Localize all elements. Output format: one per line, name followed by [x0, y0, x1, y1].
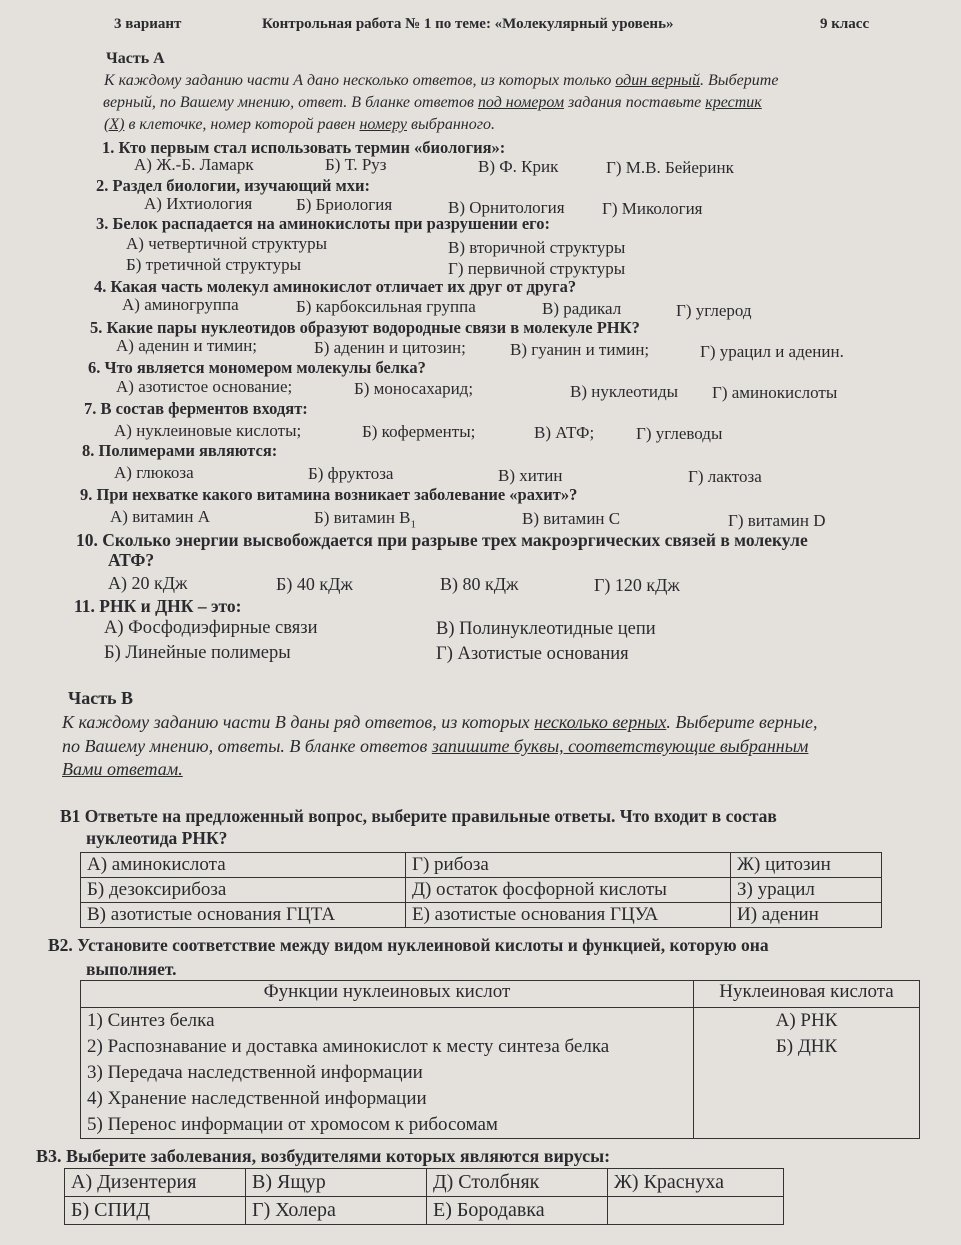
part-a-instruction-line-2: верный, по Вашему мнению, ответ. В бланке ответов под номером задания поставьте крестик	[103, 94, 762, 111]
answer-1b: Б) Т. Руз	[325, 155, 387, 174]
answer-7d: Г) углеводы	[636, 424, 723, 443]
part-b-instruction-line-1: К каждому заданию части В даны ряд ответов, из которых несколько верных. Выберите верные,	[62, 712, 818, 732]
b3-option-zh: Ж) Краснуха	[608, 1169, 784, 1197]
question-3: 3. Белок распадается на аминокислоты при разрушении его:	[96, 214, 550, 233]
b1-option-v: В) азотистые основания ГЦТА	[81, 903, 406, 928]
question-4: 4. Какая часть молекул аминокислот отличает их друг от друга?	[94, 277, 577, 296]
answer-3a: А) четвертичной структуры	[126, 234, 328, 253]
answer-8c: В) хитин	[498, 466, 563, 485]
part-b-instruction-line-2: по Вашему мнению, ответы. В бланке ответов запишите буквы, соответствующие выбранным	[62, 736, 809, 756]
answer-5b: Б) аденин и цитозин;	[314, 338, 466, 357]
b2-question-line-2: выполняет.	[86, 959, 177, 979]
answer-10c: В) 80 кДж	[440, 574, 519, 594]
answer-11d: Г) Азотистые основания	[436, 644, 629, 664]
answer-5d: Г) урацил и аденин.	[700, 342, 844, 361]
b1-option-e: Е) азотистые основания ГЦУА	[406, 903, 731, 928]
b3-option-v: В) Ящур	[246, 1169, 427, 1197]
answer-8b: Б) фруктоза	[308, 464, 394, 483]
b3-option-e: Е) Бородавка	[427, 1197, 608, 1225]
b1-option-z: З) урацил	[731, 878, 882, 903]
part-b-instruction-line-3: Вами ответам.	[62, 759, 183, 779]
b2-function-4: 4) Хранение наследственной информации	[87, 1088, 427, 1109]
b2-functions-list	[81, 1008, 694, 1139]
question-10-line-2: АТФ?	[108, 550, 155, 570]
b2-matching-table	[80, 980, 920, 1139]
answer-4a: А) аминогруппа	[122, 295, 239, 314]
answer-2b: Б) Бриология	[296, 195, 393, 214]
answer-4d: Г) углерод	[676, 301, 752, 320]
question-9: 9. При нехватке какого витамина возникает заболевание «рахит»?	[80, 485, 578, 504]
answer-2d: Г) Микология	[602, 199, 703, 218]
b3-option-g: Г) Холера	[246, 1197, 427, 1225]
b1-option-zh: Ж) цитозин	[731, 853, 882, 878]
grade-label: 9 класс	[820, 16, 870, 32]
b2-acid-a: А) РНК	[775, 1010, 838, 1031]
b2-header-acid: Нуклеиновая кислота	[694, 981, 920, 1008]
question-2: 2. Раздел биологии, изучающий мхи:	[96, 176, 371, 195]
question-6: 6. Что является мономером молекулы белка?	[88, 358, 426, 377]
answer-9a: А) витамин А	[110, 507, 210, 526]
part-a-instruction-line-1: К каждому заданию части А дано несколько ответов, из которых только один верный. Выберите	[104, 72, 779, 89]
answer-9c: В) витамин С	[522, 509, 621, 528]
answer-3d: Г) первичной структуры	[448, 259, 626, 278]
answer-11a: А) Фосфодиэфирные связи	[104, 618, 318, 638]
answer-11b: Б) Линейные полимеры	[104, 643, 291, 663]
b2-question-line-1: В2. Установите соответствие между видом нуклеиновой кислоты и функцией, которую она	[48, 935, 769, 955]
part-a-title: Часть А	[106, 50, 165, 67]
b3-question: В3. Выберите заболевания, возбудителями которых являются вирусы:	[36, 1146, 611, 1166]
question-5: 5. Какие пары нуклеотидов образуют водородные связи в молекуле РНК?	[90, 318, 640, 337]
b1-option-g: Г) рибоза	[406, 853, 731, 878]
b2-acid-b: Б) ДНК	[775, 1036, 838, 1057]
answer-5a: А) аденин и тимин;	[116, 336, 258, 355]
answer-3b: Б) третичной структуры	[126, 255, 301, 274]
part-b-title: Часть В	[68, 688, 134, 708]
answer-6b: Б) моносахарид;	[354, 379, 474, 398]
test-title: Контрольная работа № 1 по теме: «Молекулярный уровень»	[262, 16, 674, 32]
b3-option-b: Б) СПИД	[65, 1197, 246, 1225]
b1-question-line-2: нуклеотида РНК?	[86, 828, 228, 848]
answer-7b: Б) коферменты;	[362, 422, 476, 441]
b1-options-table	[80, 852, 882, 928]
b2-header-functions: Функции нуклеиновых кислот	[81, 981, 694, 1008]
answer-6c: В) нуклеотиды	[570, 382, 679, 401]
answer-1c: В) Ф. Крик	[478, 157, 559, 176]
question-10-line-1: 10. Сколько энергии высвобождается при разрыве трех макроэргических связей в молекуле	[76, 530, 808, 550]
answer-4b: Б) карбоксильная группа	[296, 297, 476, 316]
b1-option-d: Д) остаток фосфорной кислоты	[406, 878, 731, 903]
b3-option-d: Д) Столбняк	[427, 1169, 608, 1197]
b2-function-2: 2) Распознавание и доставка аминокислот к месту синтеза белка	[87, 1036, 610, 1057]
answer-10d: Г) 120 кДж	[594, 575, 680, 595]
variant-label: 3 вариант	[114, 16, 182, 32]
b1-option-i: И) аденин	[731, 903, 882, 928]
question-7: 7. В состав ферментов входят:	[84, 399, 308, 418]
answer-8d: Г) лактоза	[688, 467, 762, 486]
question-8: 8. Полимерами являются:	[82, 441, 278, 460]
answer-2c: В) Орнитология	[448, 198, 565, 217]
b1-option-a: А) аминокислота	[81, 853, 406, 878]
b2-function-5: 5) Перенос информации от хромосом к рибосомам	[87, 1114, 498, 1135]
answer-6d: Г) аминокислоты	[712, 383, 838, 402]
answer-8a: А) глюкоза	[114, 463, 194, 482]
answer-9b: Б) витамин $В_1$	[314, 508, 417, 531]
answer-10b: Б) 40 кДж	[276, 574, 353, 594]
answer-6a: А) азотистое основание;	[116, 377, 293, 396]
b3-options-table	[64, 1168, 784, 1225]
answer-2a: А) Ихтиология	[144, 194, 253, 213]
answer-10a: А) 20 кДж	[108, 573, 188, 593]
b1-question-line-1: В1 Ответьте на предложенный вопрос, выберите правильные ответы. Что входит в состав	[60, 806, 777, 826]
answer-7c: В) АТФ;	[534, 423, 595, 442]
question-1: 1. Кто первым стал использовать термин «биология»:	[102, 138, 506, 157]
b2-function-1: 1) Синтез белка	[87, 1010, 215, 1031]
b2-acid-list	[694, 1008, 920, 1139]
answer-11c: В) Полинуклеотидные цепи	[436, 619, 656, 639]
b1-option-b: Б) дезоксирибоза	[81, 878, 406, 903]
question-11: 11. РНК и ДНК – это:	[74, 596, 242, 616]
b3-option-empty	[608, 1197, 784, 1225]
b2-function-3: 3) Передача наследственной информации	[87, 1062, 423, 1083]
answer-9d: Г) витамин D	[728, 511, 826, 530]
answer-5c: В) гуанин и тимин;	[510, 340, 650, 359]
answer-3c: В) вторичной структуры	[448, 238, 626, 257]
part-a-instruction-line-3: (Х) в клеточке, номер которой равен номеру выбранного.	[104, 116, 495, 133]
answer-7a: А) нуклеиновые кислоты;	[114, 421, 302, 440]
answer-1a: А) Ж.-Б. Ламарк	[134, 155, 254, 174]
answer-4c: В) радикал	[542, 299, 622, 318]
answer-1d: Г) М.В. Бейеринк	[606, 158, 734, 177]
b3-option-a: А) Дизентерия	[65, 1169, 246, 1197]
